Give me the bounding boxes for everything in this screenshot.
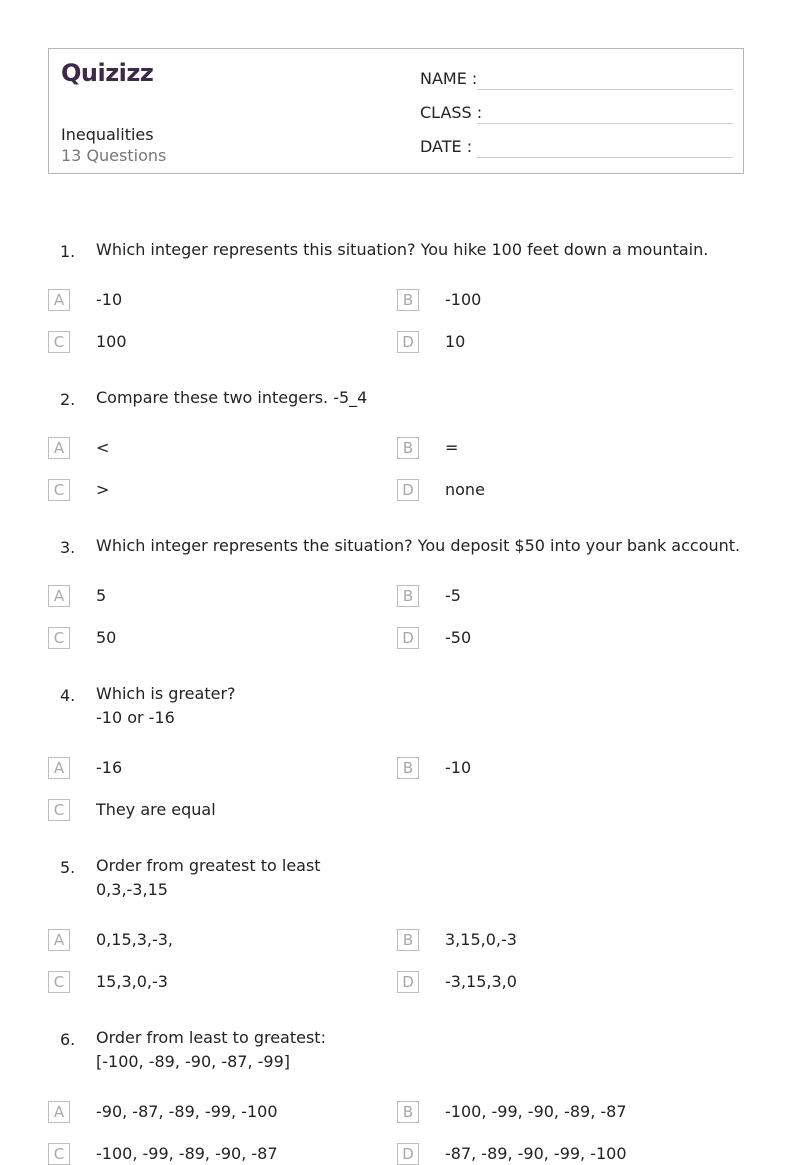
question-number: 5.	[60, 858, 76, 877]
option-a-text: -10	[96, 290, 123, 309]
question-number: 1.	[60, 242, 76, 261]
question-text: Compare these two integers. -5_4	[96, 388, 368, 407]
option-c-box[interactable]: C	[48, 479, 70, 501]
class-label: CLASS :	[420, 103, 483, 122]
option-a-box[interactable]: A	[48, 585, 70, 607]
option-a-box[interactable]: A	[48, 289, 70, 311]
option-c-box[interactable]: C	[48, 1143, 70, 1165]
option-b-box[interactable]: B	[397, 437, 419, 459]
option-b-box[interactable]: B	[397, 585, 419, 607]
option-a-text: 5	[96, 586, 107, 605]
question-text: [-100, -89, -90, -87, -99]	[96, 1052, 291, 1071]
option-c-text: 100	[96, 332, 127, 351]
option-c-text: They are equal	[96, 800, 216, 819]
option-b-box[interactable]: B	[397, 929, 419, 951]
option-a-box[interactable]: A	[48, 1101, 70, 1123]
option-b-box[interactable]: B	[397, 757, 419, 779]
option-b-text: -5	[445, 586, 461, 605]
option-a-box[interactable]: A	[48, 929, 70, 951]
option-d-text: 10	[445, 332, 466, 351]
quizizz-logo: Quizizz	[61, 59, 154, 87]
option-d-box[interactable]: D	[397, 331, 419, 353]
option-a-text: -90, -87, -89, -99, -100	[96, 1102, 278, 1121]
option-c-text: >	[96, 480, 110, 499]
option-a-box[interactable]: A	[48, 437, 70, 459]
worksheet-title: Inequalities	[61, 125, 154, 144]
name-label: NAME :	[420, 69, 478, 88]
question-number: 3.	[60, 538, 76, 557]
option-c-box[interactable]: C	[48, 331, 70, 353]
option-d-text: -50	[445, 628, 472, 647]
option-c-text: -100, -99, -89, -90, -87	[96, 1144, 278, 1163]
option-d-box[interactable]: D	[397, 479, 419, 501]
question-text: Which integer represents this situation? You hike 100 feet down a mountain.	[96, 240, 709, 259]
option-a-text: -16	[96, 758, 123, 777]
option-b-text: -100, -99, -90, -89, -87	[445, 1102, 627, 1121]
option-d-text: -3,15,3,0	[445, 972, 517, 991]
option-b-text: -10	[445, 758, 472, 777]
option-c-box[interactable]: C	[48, 799, 70, 821]
option-d-text: -87, -89, -90, -99, -100	[445, 1144, 627, 1163]
option-d-box[interactable]: D	[397, 971, 419, 993]
option-b-text: 3,15,0,-3	[445, 930, 517, 949]
name-line	[477, 89, 733, 90]
question-number: 4.	[60, 686, 76, 705]
question-text: Order from greatest to least	[96, 856, 321, 875]
option-c-box[interactable]: C	[48, 971, 70, 993]
question-text: Which integer represents the situation? You deposit $50 into your bank account.	[96, 536, 741, 555]
option-a-text: <	[96, 438, 110, 457]
option-c-box[interactable]: C	[48, 627, 70, 649]
class-line	[477, 123, 733, 124]
question-text: 0,3,-3,15	[96, 880, 168, 899]
date-label: DATE :	[420, 137, 473, 156]
question-number: 6.	[60, 1030, 76, 1049]
option-d-box[interactable]: D	[397, 1143, 419, 1165]
date-line	[477, 157, 733, 158]
option-d-text: none	[445, 480, 485, 499]
option-d-box[interactable]: D	[397, 627, 419, 649]
option-b-text: -100	[445, 290, 482, 309]
option-c-text: 15,3,0,-3	[96, 972, 168, 991]
option-c-text: 50	[96, 628, 117, 647]
worksheet-header	[48, 48, 744, 174]
question-text: Order from least to greatest:	[96, 1028, 326, 1047]
option-a-box[interactable]: A	[48, 757, 70, 779]
option-b-box[interactable]: B	[397, 289, 419, 311]
option-a-text: 0,15,3,-3,	[96, 930, 174, 949]
option-b-text: =	[445, 438, 459, 457]
question-text: -10 or -16	[96, 708, 175, 727]
question-number: 2.	[60, 390, 76, 409]
option-b-box[interactable]: B	[397, 1101, 419, 1123]
question-text: Which is greater?	[96, 684, 236, 703]
question-count: 13 Questions	[61, 146, 167, 165]
